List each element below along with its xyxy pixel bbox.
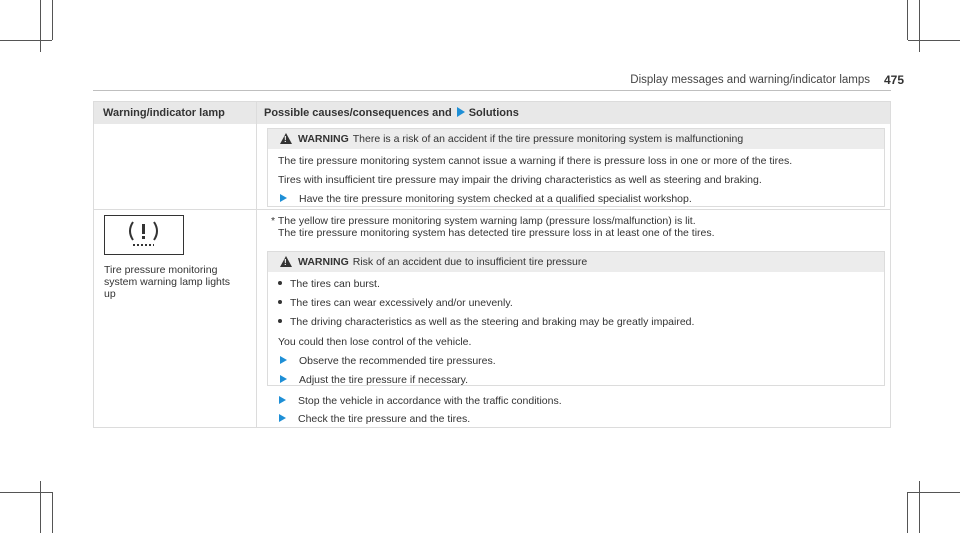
step-arrow-icon (280, 356, 287, 364)
step-arrow-icon (280, 375, 287, 383)
col2-header-suffix: Solutions (468, 107, 519, 119)
warning-box-malfunction (267, 128, 885, 207)
warning-triangle-icon (280, 133, 292, 144)
col1-header: Warning/indicator lamp (103, 107, 225, 119)
step-text: Have the tire pressure monitoring system checked at a qualified specialist workshop. (299, 193, 692, 205)
paragraph: Tires with insufficient tire pressure may impair the driving characteristics as well as steering and braking. (278, 174, 762, 186)
step-item (280, 193, 692, 205)
step-arrow-icon (279, 396, 286, 404)
warning-title: WARNING (298, 256, 349, 268)
step-arrow-icon (280, 194, 287, 202)
section-title: Display messages and warning/indicator lamps (630, 74, 870, 86)
warning-message: Risk of an accident due to insufficient tire pressure (352, 256, 588, 268)
warning-box-pressure (267, 251, 885, 386)
tire-pressure-warning-icon (104, 215, 184, 255)
step-text: Observe the recommended tire pressures. (299, 355, 496, 367)
lamp-label: up (104, 288, 116, 300)
step-text: Stop the vehicle in accordance with the traffic conditions. (298, 395, 562, 407)
warning-title: WARNING (298, 133, 349, 145)
col2-header-text: Possible causes/consequences and (264, 107, 452, 119)
bullet-text: The driving characteristics as well as the steering and braking may be greatly impaired. (290, 316, 695, 328)
warning-triangle-icon (280, 256, 292, 267)
page-header (0, 0, 960, 90)
bullet-icon (278, 319, 282, 323)
col2-header (264, 107, 519, 119)
step-text: Adjust the tire pressure if necessary. (299, 374, 469, 386)
step-item (280, 355, 496, 367)
bullet-icon (278, 300, 282, 304)
bullet-item (278, 297, 513, 309)
note-text: You could then lose control of the vehicle. (278, 336, 472, 348)
warning-message: There is a risk of an accident if the tire pressure monitoring system is malfunctioning (352, 133, 744, 145)
intro-text: The tire pressure monitoring system has detected tire pressure loss in at least one of the tires. (278, 227, 715, 239)
step-item (279, 395, 562, 407)
intro-text: * The yellow tire pressure monitoring system warning lamp (pressure loss/malfunction) is lit. (271, 215, 696, 227)
bullet-item (278, 278, 380, 290)
step-item (279, 413, 470, 425)
row-divider (94, 209, 890, 210)
bullet-text: The tires can wear excessively and/or unevenly. (290, 297, 513, 309)
bullet-item (278, 316, 694, 328)
warning-header (268, 252, 884, 272)
arrow-right-icon (457, 107, 465, 117)
step-text: Check the tire pressure and the tires. (298, 413, 471, 425)
warning-text (298, 133, 743, 145)
step-arrow-icon (279, 414, 286, 422)
lamp-label: Tire pressure monitoring (104, 264, 218, 276)
table-header (94, 102, 890, 124)
warning-text (298, 256, 587, 268)
column-divider (256, 102, 257, 427)
warning-lamp-table (93, 101, 891, 428)
warning-header (268, 129, 884, 149)
header-rule (93, 90, 891, 91)
lamp-label: system warning lamp lights (104, 276, 231, 288)
bullet-text: The tires can burst. (290, 278, 380, 290)
paragraph: The tire pressure monitoring system cannot issue a warning if there is pressure loss in one or more of the tires. (278, 155, 793, 167)
page-number: 475 (883, 73, 904, 87)
bullet-icon (278, 281, 282, 285)
step-item (280, 374, 468, 386)
